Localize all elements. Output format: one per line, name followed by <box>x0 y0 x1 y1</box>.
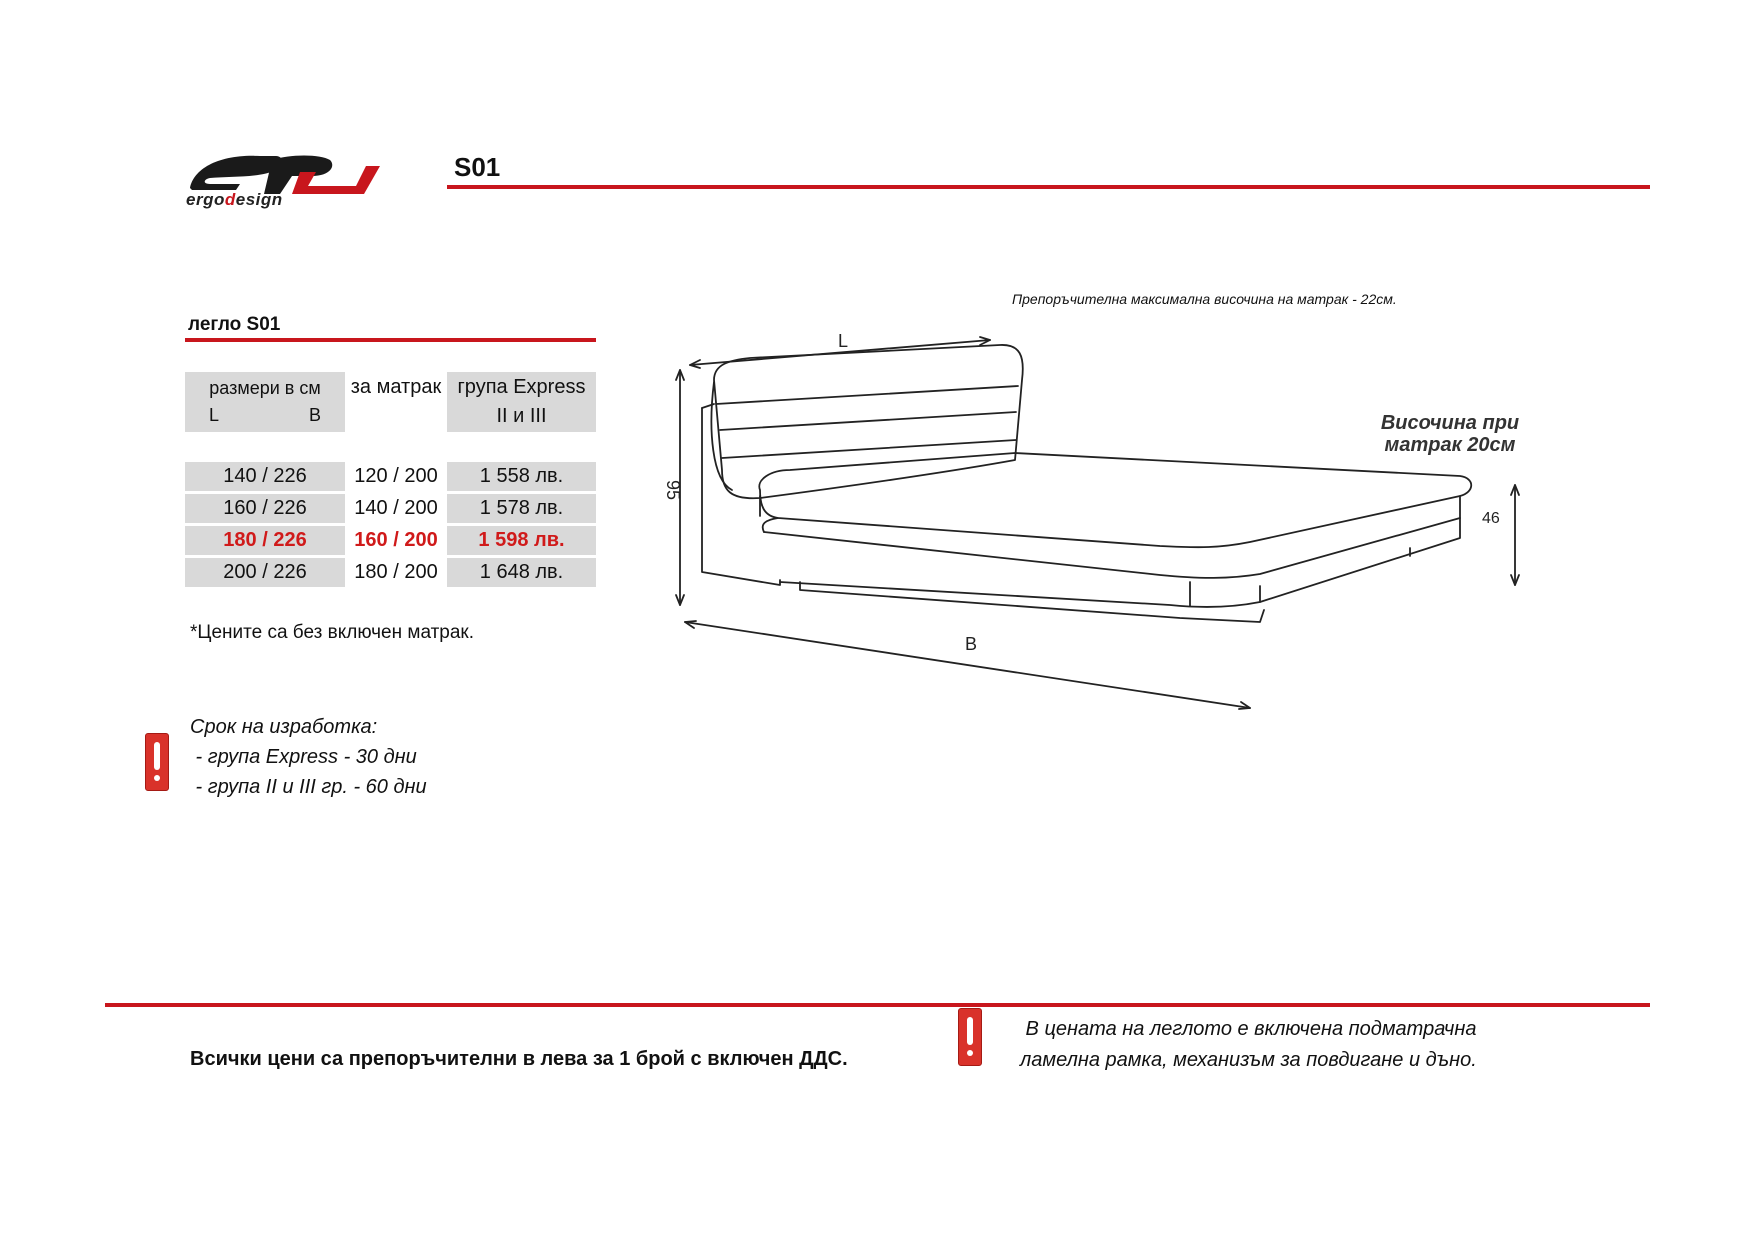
header-divider <box>447 185 1650 189</box>
row-mattress: 120 / 200 <box>354 465 438 487</box>
dim-side-label: 46 <box>1482 510 1500 527</box>
dim-l-label: L <box>838 331 849 351</box>
deadline-title: Срок на изработка: <box>190 716 378 738</box>
price-note: *Цените са без включен матрак. <box>190 622 475 643</box>
product-label: легло S01 <box>188 314 281 335</box>
row-price: 1 598 лв. <box>447 526 596 555</box>
header-mattress: за матрак <box>350 375 442 398</box>
row-mattress: 180 / 200 <box>354 561 438 583</box>
dim-height-label: 95 <box>663 480 683 501</box>
dim-b-arrow-right <box>1239 702 1250 709</box>
mattress-top <box>759 453 1471 547</box>
row-mattress: 140 / 200 <box>354 497 438 519</box>
warning-icon <box>145 733 169 791</box>
mattress-height-line1: Височина при <box>1380 412 1520 434</box>
row-price: 1 648 лв. <box>447 558 596 587</box>
cushion-seam-1 <box>716 386 1018 404</box>
header-col-b: B <box>308 405 321 425</box>
header-group-line2: II и III <box>496 405 547 427</box>
product-divider <box>185 338 596 342</box>
dim-b-label: B <box>965 634 978 654</box>
deadline-line: - група II и III гр. - 60 дни <box>190 776 427 798</box>
mattress-height-line2: матрак 20см <box>1384 434 1516 456</box>
cushion-seam-2 <box>720 412 1016 430</box>
logo-wordmark: ergodesign <box>186 190 283 209</box>
row-price: 1 578 лв. <box>447 494 596 523</box>
footer-divider <box>105 1003 1650 1007</box>
footer-price-note: Всички цени са препоръчителни в лева за 1 брой с включен ДДС. <box>190 1048 848 1070</box>
row-size: 140 / 226 <box>185 462 345 491</box>
row-size: 180 / 226 <box>185 526 345 555</box>
row-size: 200 / 226 <box>185 558 345 587</box>
dim-b-arrow-left <box>685 621 696 628</box>
bed-diagram <box>660 320 1540 720</box>
page-title: S01 <box>454 152 501 182</box>
mattress-max-note: Препоръчителна максимална височина на матрак - 22см. <box>1012 291 1397 307</box>
header-sizes-cell <box>185 372 345 432</box>
cushion-seam-3 <box>722 440 1016 458</box>
row-mattress: 160 / 200 <box>354 529 438 551</box>
header-group-cell <box>447 372 596 432</box>
bed-base-top-edge <box>764 518 1460 578</box>
warning-icon <box>958 1008 982 1066</box>
row-size: 160 / 226 <box>185 494 345 523</box>
row-price: 1 558 лв. <box>447 462 596 491</box>
footer-included-line1: В цената на леглото е включена подматрачна <box>1020 1018 1477 1040</box>
header-sizes-title: размери в см <box>209 378 321 398</box>
mattress-corner <box>763 518 778 532</box>
deadline-line: - група Express - 30 дни <box>190 746 417 768</box>
footer-included-note <box>1020 1014 1477 1076</box>
header-col-l: L <box>209 405 220 425</box>
deadline-block <box>190 712 427 802</box>
header-group-line1: група Express <box>457 376 586 398</box>
footer-included-line2: ламелна рамка, механизъм за повдигане и дъно. <box>1020 1049 1477 1071</box>
bed-base-side <box>780 496 1460 607</box>
